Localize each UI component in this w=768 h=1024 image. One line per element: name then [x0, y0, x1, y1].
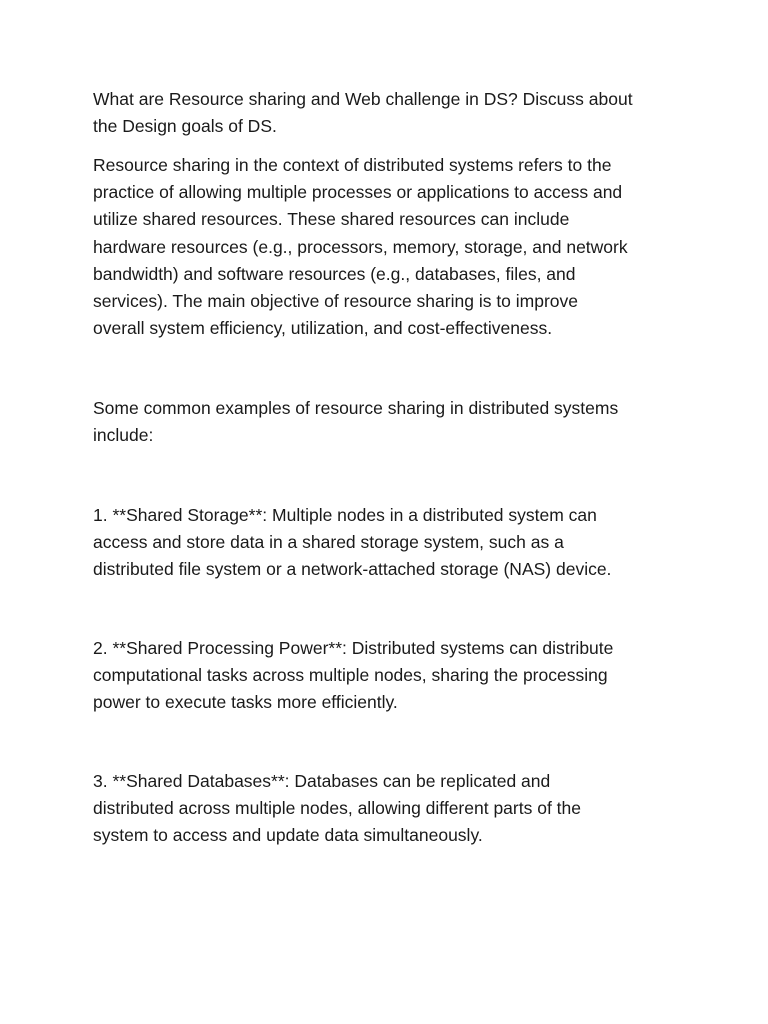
list-item-shared-storage	[93, 502, 693, 584]
text-line: bandwidth) and software resources (e.g., databases, files, and	[93, 263, 576, 284]
text-line: What are Resource sharing and Web challenge in DS? Discuss about	[93, 89, 633, 109]
text-line: system to access and update data simultaneously.	[93, 825, 483, 846]
text-line: services). The main objective of resource sharing is to improve	[93, 290, 579, 311]
text-line: hardware resources (e.g., processors, memory, storage, and network	[93, 236, 628, 257]
text-line: practice of allowing multiple processes or applications to access and	[93, 182, 623, 203]
list-item-shared-databases	[93, 768, 693, 850]
text-line: 2. **Shared Processing Power**: Distributed systems can distribute	[93, 638, 614, 658]
text-line: include:	[93, 425, 154, 446]
list-item-shared-processing-power	[93, 635, 693, 717]
text-line: distributed across multiple nodes, allowing different parts of the	[93, 798, 582, 819]
text-line: Resource sharing in the context of distributed systems refers to the	[93, 155, 612, 175]
text-line: 1. **Shared Storage**: Multiple nodes in a distributed system can	[93, 505, 597, 525]
text-line: utilize shared resources. These shared resources can include	[93, 209, 570, 230]
text-line: access and store data in a shared storage system, such as a	[93, 532, 564, 553]
text-line: power to execute tasks more efficiently.	[93, 692, 398, 713]
text-line: distributed file system or a network-attached storage (NAS) device.	[93, 559, 612, 580]
text-line: computational tasks across multiple nodes, sharing the processing	[93, 665, 608, 686]
text-line: overall system efficiency, utilization, and cost-effectiveness.	[93, 318, 553, 339]
text-line: 3. **Shared Databases**: Databases can be replicated and	[93, 771, 551, 791]
text-line: Some common examples of resource sharing in distributed systems	[93, 398, 619, 418]
intro-paragraph	[93, 152, 693, 342]
question-heading	[93, 86, 693, 140]
text-line: the Design goals of DS.	[93, 116, 277, 137]
examples-intro-paragraph	[93, 395, 693, 449]
